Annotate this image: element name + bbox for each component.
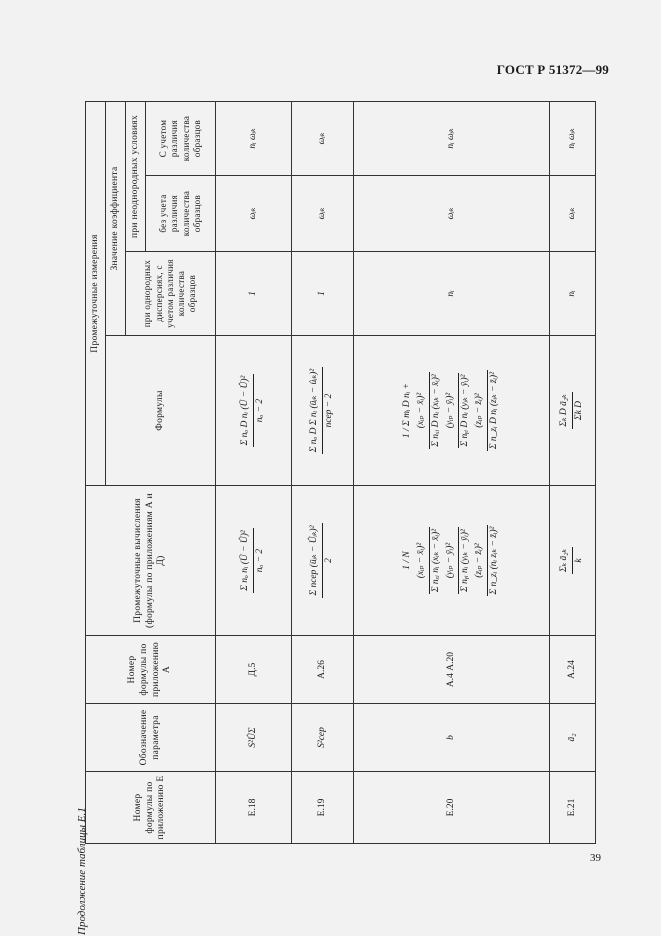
fraction-numerator: (xᵢₚ − x̄ᵢ)² xyxy=(416,372,430,448)
header-homogeneous: при однородных дисперсиях, с учетом различия количества образцов xyxy=(126,252,216,336)
header-formulas: Формулы xyxy=(106,336,216,486)
cell-formula-no-a: А.26 xyxy=(292,636,354,704)
fraction-denominator: nₒ − 2 xyxy=(255,398,265,423)
cell-formula-no-e: Е.19 xyxy=(292,772,354,844)
table-row xyxy=(354,102,550,844)
cell-with-count: nᵢ ωᵢₖ xyxy=(216,102,292,176)
cell-homogeneous: nᵢ xyxy=(354,252,550,336)
cell-formula xyxy=(354,336,550,486)
cell-intermediate xyxy=(292,486,354,636)
rotated-table-container xyxy=(85,102,595,844)
formula-line: 1 / N xyxy=(402,551,413,570)
header-param-designation: Обозначение параметра xyxy=(86,704,216,772)
cell-formula-no-e: Е.18 xyxy=(216,772,292,844)
cell-intermediate xyxy=(216,486,292,636)
header-inhomogeneous: при неоднородных условиях xyxy=(126,102,146,252)
formula-line: 1 / Σ mᵢ D nᵢ + xyxy=(402,382,413,439)
cell-with-count: ωᵢₖ xyxy=(292,102,354,176)
cell-formula xyxy=(216,336,292,486)
header-value-group: Значение коэффициента xyxy=(106,102,126,336)
header-with-count: С учетом различия количества образцов xyxy=(146,102,216,176)
header-measurement-group: Промежуточные измерения xyxy=(86,102,106,486)
table-row xyxy=(550,102,596,844)
fraction-numerator: (zᵢₚ − z̄ᵢ)² xyxy=(474,525,488,597)
cell-without-count: ωᵢₖ xyxy=(292,176,354,252)
table-caption: Продолжение таблицы Е.1 xyxy=(76,807,88,935)
fraction-numerator: Σ nₒ D Σ nᵢ (ūᵢₖ − ûᵢₖ)² xyxy=(309,367,323,455)
cell-formula xyxy=(550,336,596,486)
cell-param: S²сер xyxy=(292,704,354,772)
fraction-denominator: nₒ − 2 xyxy=(255,548,265,573)
header-formula-no-a: Номер формулы по приложению А xyxy=(86,636,216,704)
fraction-denominator: Σ n_zᵢ (nᵢ zᵢₖ − z̄ᵢ)² xyxy=(488,526,499,595)
header-intermediate: Промежуточные вычисления (формулы по приложениям А и Д) xyxy=(86,486,216,636)
cell-with-count: nᵢ ωᵢₖ xyxy=(354,102,550,176)
cell-formula-no-e: Е.20 xyxy=(354,772,550,844)
fraction-denominator: nсер − 2 xyxy=(324,393,334,428)
fraction-denominator: Σ n_zᵢ D nᵢ (zᵢₖ − z̄ᵢ)² xyxy=(488,371,499,450)
header-formula-no-e: Номер формулы по приложению Е xyxy=(86,772,216,844)
cell-homogeneous: 1 xyxy=(216,252,292,336)
cell-homogeneous: 1 xyxy=(292,252,354,336)
cell-formula-no-a: А.24 xyxy=(550,636,596,704)
fraction-denominator: Σ nᵧᵢ D nᵢ (yᵢₖ − ȳᵢ)² xyxy=(459,374,470,447)
table-row xyxy=(216,102,292,844)
fraction-denominator: Σk D xyxy=(574,400,584,421)
fraction-numerator: (zᵢₚ − z̄ᵢ)² xyxy=(474,370,488,451)
cell-param: ā₂ xyxy=(550,704,596,772)
header-without-count: без учета различия количества образцов xyxy=(146,176,216,252)
document-code: ГОСТ Р 51372—99 xyxy=(496,62,609,77)
fraction-denominator: k xyxy=(574,558,584,563)
fraction-numerator: (yᵢₚ − ȳᵢ)² xyxy=(445,527,459,594)
cell-formula-no-e: Е.21 xyxy=(550,772,596,844)
table-row xyxy=(292,102,354,844)
cell-intermediate xyxy=(354,486,550,636)
fraction-denominator: 2 xyxy=(324,558,334,563)
page-number: 39 xyxy=(590,852,601,864)
fraction-numerator: Σ nₒ D nᵢ (Ū − Û)² xyxy=(240,374,254,448)
fraction-numerator: Σₖ D ā₂ₖ xyxy=(559,392,573,428)
cell-formula xyxy=(292,336,354,486)
fraction-denominator: Σ nₓᵢ D nᵢ (xᵢₖ − x̄ᵢ)² xyxy=(431,374,442,447)
fraction-numerator: Σₖ ā₂ₖ xyxy=(559,547,573,574)
cell-without-count: ωᵢₖ xyxy=(354,176,550,252)
fraction-denominator: Σ nᵧᵢ nᵢ (yᵢₖ − ȳᵢ)² xyxy=(459,529,470,592)
cell-without-count: ωᵢₖ xyxy=(550,176,596,252)
cell-with-count: nᵢ ωᵢₖ xyxy=(550,102,596,176)
fraction-numerator: Σ nₒ nᵢ (Ū − Û)² xyxy=(240,528,254,593)
fraction-numerator: (xᵢₚ − x̄ᵢ)² xyxy=(416,527,430,594)
cell-homogeneous: nᵢ xyxy=(550,252,596,336)
cell-formula-no-a: Д.5 xyxy=(216,636,292,704)
fraction-denominator: Σ nₓᵢ nᵢ (xᵢₖ − x̄ᵢ)² xyxy=(431,528,442,593)
fraction-numerator: Σ nсер (ūᵢₖ − Ûᵢₖ)² xyxy=(309,523,323,597)
formula-table xyxy=(85,101,596,844)
cell-without-count: ωᵢₖ xyxy=(216,176,292,252)
cell-param: b xyxy=(354,704,550,772)
cell-intermediate xyxy=(550,486,596,636)
fraction-numerator: (yᵢₚ − ȳᵢ)² xyxy=(445,373,459,449)
cell-param: S²ÛΣ xyxy=(216,704,292,772)
cell-formula-no-a: А.4 А.20 xyxy=(354,636,550,704)
